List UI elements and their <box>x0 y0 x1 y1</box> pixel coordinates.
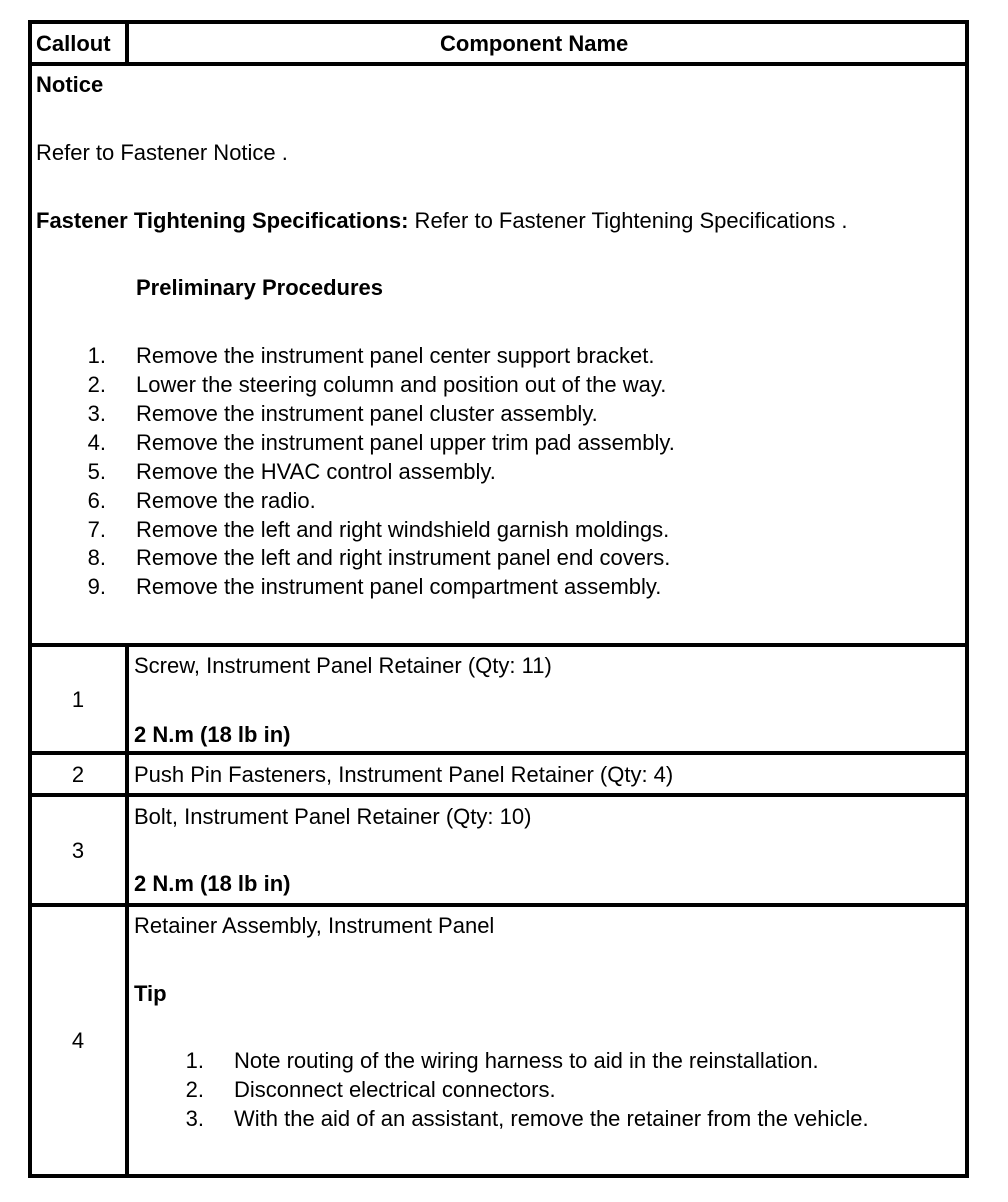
tip-step-text: Disconnect electrical connectors. <box>234 1077 556 1102</box>
specs-line <box>36 210 847 232</box>
step-number: 4. <box>87 430 106 455</box>
table-row <box>28 903 969 1178</box>
torque-spec: 2 N.m (18 lb in) <box>134 871 291 896</box>
torque-spec: 2 N.m (18 lb in) <box>134 722 291 747</box>
tip-step-text: Note routing of the wiring harness to aid in the reinstallation. <box>234 1048 819 1073</box>
component-name: Bolt, Instrument Panel Retainer (Qty: 10) <box>134 804 532 829</box>
component-name: Screw, Instrument Panel Retainer (Qty: 11) <box>134 653 552 678</box>
step-number: 6. <box>87 488 106 513</box>
step-text: Lower the steering column and position out of the way. <box>136 372 667 397</box>
header-divider <box>125 20 129 66</box>
specs-label: Fastener Tightening Specifications: <box>36 208 409 233</box>
component-name: Retainer Assembly, Instrument Panel <box>134 913 495 938</box>
callout-number: 2 <box>71 762 85 787</box>
tip-heading: Tip <box>134 981 167 1006</box>
notice-heading: Notice <box>36 72 104 97</box>
callout-number: 1 <box>71 687 85 712</box>
specs-text: Refer to Fastener Tightening Specifications . <box>408 208 848 233</box>
tip-step-text: With the aid of an assistant, remove the retainer from the vehicle. <box>234 1106 869 1131</box>
step-text: Remove the left and right instrument panel end covers. <box>136 545 671 570</box>
callout-header: Callout <box>36 31 111 56</box>
step-text: Remove the instrument panel upper trim pad assembly. <box>136 430 675 455</box>
step-number: 7. <box>87 517 106 542</box>
step-text: Remove the instrument panel cluster assembly. <box>136 401 598 426</box>
step-number: 5. <box>87 459 106 484</box>
component-name-header: Component Name <box>440 31 629 56</box>
step-number: 2. <box>87 372 106 397</box>
tip-step-number: 2. <box>185 1077 204 1102</box>
component-name: Push Pin Fasteners, Instrument Panel Retainer (Qty: 4) <box>134 762 674 787</box>
step-text: Remove the left and right windshield garnish moldings. <box>136 517 670 542</box>
step-number: 8. <box>87 545 106 570</box>
step-text: Remove the radio. <box>136 488 316 513</box>
tip-step-number: 1. <box>185 1048 204 1073</box>
tip-step-number: 3. <box>185 1106 204 1131</box>
notice-text: Refer to Fastener Notice . <box>36 140 288 165</box>
step-number: 9. <box>87 574 106 599</box>
callout-number: 3 <box>71 838 85 863</box>
prelim-heading: Preliminary Procedures <box>136 275 384 300</box>
step-text: Remove the instrument panel compartment assembly. <box>136 574 662 599</box>
step-number: 1. <box>87 343 106 368</box>
step-text: Remove the HVAC control assembly. <box>136 459 496 484</box>
callout-number: 4 <box>71 1028 85 1053</box>
step-text: Remove the instrument panel center support bracket. <box>136 343 655 368</box>
step-number: 3. <box>87 401 106 426</box>
